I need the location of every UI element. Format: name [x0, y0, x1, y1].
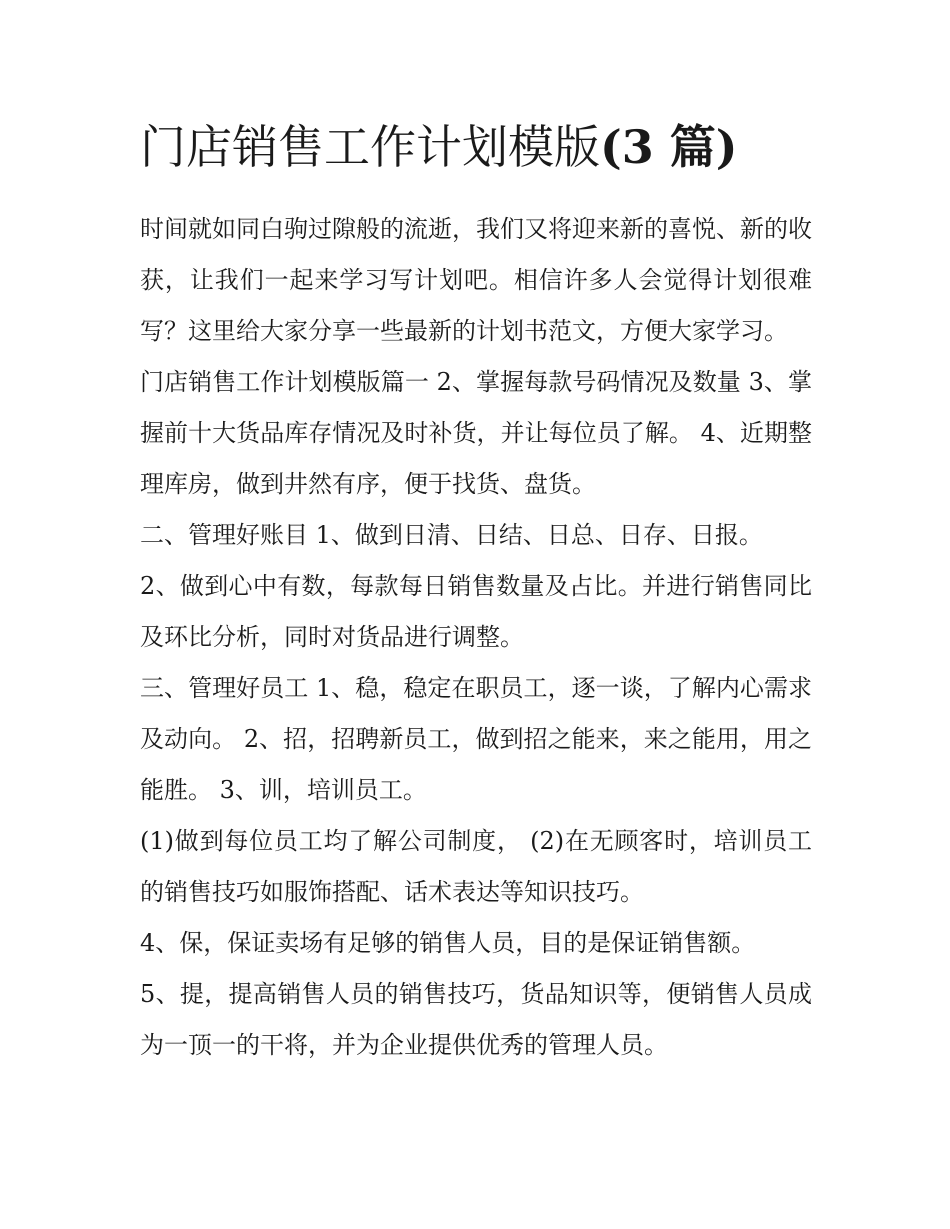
- paragraph-staff: 三、管理好员工 1、稳，稳定在职员工，逐一谈，了解内心需求及动向。 2、招，招聘新员工，做到招之能来，来之能用，用之能胜。 3、训，培训员工。: [140, 674, 812, 804]
- paragraph-staffing: 4、保，保证卖场有足够的销售人员，目的是保证销售额。: [140, 929, 756, 957]
- paragraph-training: (1)做到每位员工均了解公司制度， (2)在无顾客时，培训员工的销售技巧如服饰搭配、话术表达等知识技巧。: [140, 827, 812, 906]
- paragraph-skills: 5、提，提高销售人员的销售技巧，货品知识等，便销售人员成为一顶一的干将，并为企业提供优秀的管理人员。: [140, 980, 812, 1059]
- paragraph-plan-one: 门店销售工作计划模版篇一 2、掌握每款号码情况及数量 3、掌握前十大货品库存情况及时补货，并让每位员了解。 4、近期整理库房，做到井然有序，便于找货、盘货。: [140, 368, 812, 498]
- document-body: [140, 204, 812, 1071]
- paragraph-intro: 时间就如同白驹过隙般的流逝，我们又将迎来新的喜悦、新的收获，让我们一起来学习写计划吧。相信许多人会觉得计划很难写？这里给大家分享一些最新的计划书范文，方便大家学习。: [140, 215, 812, 345]
- document-title: [140, 112, 812, 182]
- document-page: [140, 112, 812, 1071]
- paragraph-sales-analysis: 2、做到心中有数，每款每日销售数量及占比。并进行销售同比及环比分析，同时对货品进行调整。: [140, 572, 812, 651]
- title-suffix: (3 篇): [600, 120, 738, 174]
- paragraph-accounts: 二、管理好账目 1、做到日清、日结、日总、日存、日报。: [140, 521, 763, 549]
- title-main: 门店销售工作计划模版: [140, 120, 600, 174]
